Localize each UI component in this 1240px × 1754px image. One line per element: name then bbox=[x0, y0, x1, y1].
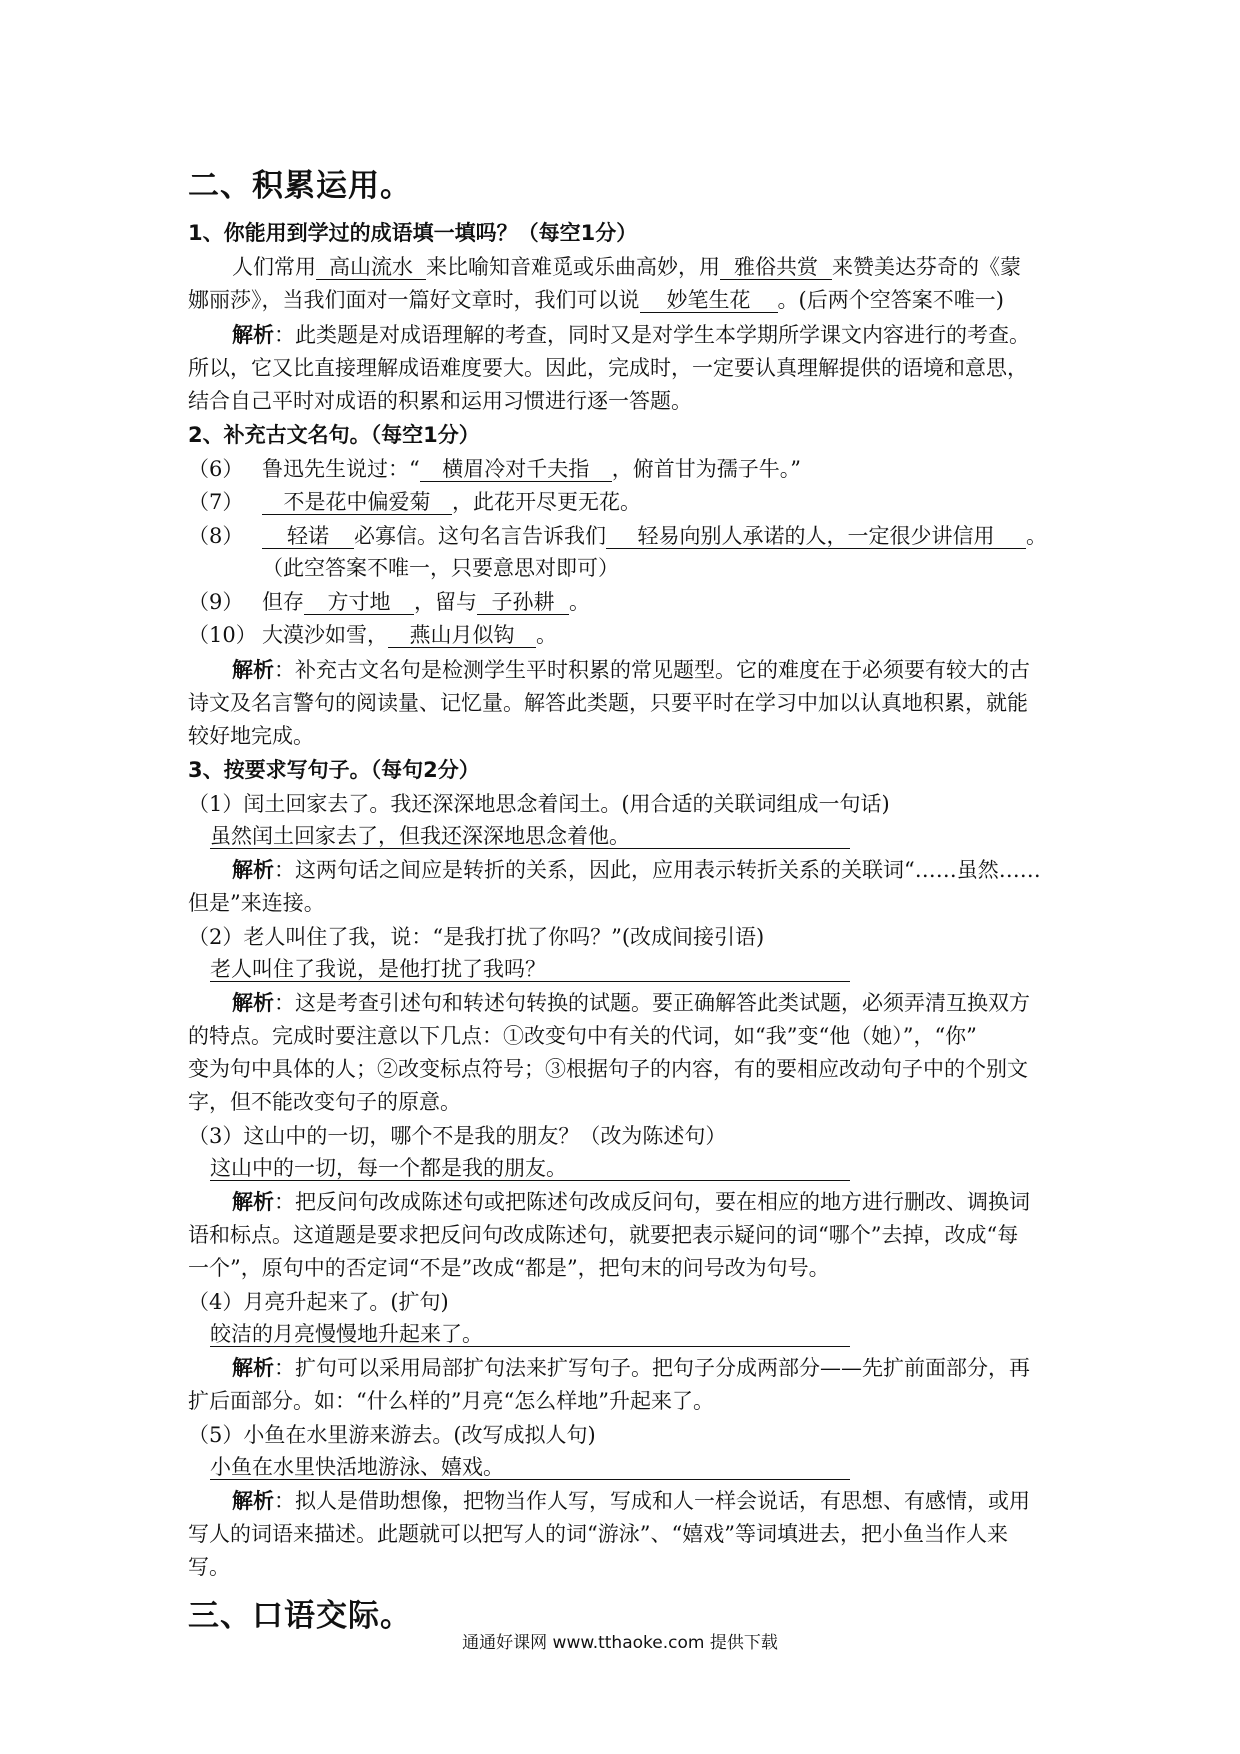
explanation-text: ：此类题是对成语理解的考查，同时又是对学生本学期所学课文内容进行的考查。 bbox=[274, 323, 1030, 347]
q1-explanation bbox=[232, 321, 1030, 349]
q2-text: 必寡信。这句名言告诉我们 bbox=[354, 524, 606, 548]
q1-answer-3: 妙笔生花 bbox=[640, 288, 778, 313]
q3-part-3-explanation bbox=[232, 1188, 1030, 1216]
q1-text: 来赞美达芬奇的《蒙 bbox=[832, 255, 1021, 279]
explanation-label: 解析 bbox=[232, 1488, 274, 1513]
q1-answer-2: 雅俗共赏 bbox=[720, 255, 832, 280]
q2-text: ，留与 bbox=[414, 590, 477, 614]
q2-text: ，此花开尽更无花。 bbox=[452, 490, 641, 514]
q2-answer-8b: 轻易向别人承诺的人，一定很少讲信用 bbox=[606, 524, 1026, 549]
q1-explanation-2: 所以，它又比直接理解成语难度要大。因此，完成时，一定要认真理解提供的语境和意思， bbox=[188, 356, 1028, 380]
q2-item-8-note: （此空答案不唯一，只要意思对即可） bbox=[262, 556, 619, 580]
q2-answer-8: 轻诺 bbox=[262, 524, 354, 549]
answer-underline bbox=[210, 848, 850, 849]
q3-part-2-explanation-2: 的特点。完成时要注意以下几点：①改变句中有关的代词，如“我”变“他（她）”，“你” bbox=[188, 1024, 977, 1048]
q3-part-5-explanation-3: 写。 bbox=[188, 1555, 230, 1579]
section-3-title: 三、口语交际。 bbox=[188, 1598, 412, 1634]
explanation-label: 解析 bbox=[232, 857, 274, 882]
q2-heading: 2、补充古文名句。（每空1分） bbox=[188, 423, 480, 447]
q2-item-8-num: （8） bbox=[188, 524, 244, 548]
q1-heading: 1、你能用到学过的成语填一填吗？（每空1分） bbox=[188, 221, 638, 245]
answer-underline bbox=[210, 1479, 850, 1480]
q3-part-2-answer: 老人叫住了我说，是他打扰了我吗？ bbox=[210, 957, 546, 981]
q2-text: 但存 bbox=[262, 590, 304, 614]
q3-part-5-answer: 小鱼在水里快活地游泳、嬉戏。 bbox=[210, 1455, 504, 1479]
q3-part-4-explanation bbox=[232, 1354, 1030, 1382]
q3-part-2-question: （2）老人叫住了我，说：“是我打扰了你吗？”(改成间接引语) bbox=[188, 925, 765, 949]
explanation-text: ：拟人是借助想像，把物当作人写，写成和人一样会说话，有思想、有感情，或用 bbox=[274, 1489, 1030, 1513]
explanation-text: ：扩句可以采用局部扩句法来扩写句子。把句子分成两部分——先扩前面部分，再 bbox=[274, 1356, 1030, 1380]
q2-item-7-num: （7） bbox=[188, 490, 244, 514]
q2-explanation-3: 较好地完成。 bbox=[188, 724, 314, 748]
q2-answer-10: 燕山月似钩 bbox=[388, 623, 536, 648]
q2-text: ，俯首甘为孺子牛。” bbox=[611, 457, 801, 481]
q3-part-2-explanation bbox=[232, 989, 1030, 1017]
section-2-title: 二、积累运用。 bbox=[188, 168, 412, 204]
q3-part-3-explanation-2: 语和标点。这道题是要求把反问句改成陈述句，就要把表示疑问的词“哪个”去掉，改成“每 bbox=[188, 1223, 1019, 1247]
q3-part-4-answer: 皎洁的月亮慢慢地升起来了。 bbox=[210, 1322, 483, 1346]
q3-part-1-question: （1）闰土回家去了。我还深深地思念着闰土。(用合适的关联词组成一句话) bbox=[188, 792, 890, 816]
q2-item-10 bbox=[262, 621, 557, 649]
q3-part-2-explanation-4: 字，但不能改变句子的原意。 bbox=[188, 1090, 461, 1114]
explanation-text: ：这是考查引述句和转述句转换的试题。要正确解答此类试题，必须弄清互换双方 bbox=[274, 991, 1030, 1015]
q3-heading: 3、按要求写句子。（每句2分） bbox=[188, 758, 480, 782]
q1-text: 。(后两个空答案不唯一) bbox=[777, 288, 1004, 312]
q3-part-2-explanation-3: 变为句中具体的人；②改变标点符号；③根据句子的内容，有的要相应改动句子中的个别文 bbox=[188, 1057, 1028, 1081]
explanation-label: 解析 bbox=[232, 1355, 274, 1380]
q2-item-9-num: （9） bbox=[188, 590, 244, 614]
explanation-text: ：把反问句改成陈述句或把陈述句改成反问句，要在相应的地方进行删改、调换词 bbox=[274, 1190, 1030, 1214]
q1-text: 人们常用 bbox=[232, 255, 316, 279]
q2-item-6-num: （6） bbox=[188, 457, 244, 481]
q2-text: 。 bbox=[569, 590, 590, 614]
q3-part-1-explanation-2: 但是”来连接。 bbox=[188, 891, 325, 915]
q3-part-5-explanation bbox=[232, 1487, 1030, 1515]
q3-part-3-explanation-3: 一个”，原句中的否定词“不是”改成“都是”，把句末的问号改为句号。 bbox=[188, 1256, 830, 1280]
explanation-label: 解析 bbox=[232, 1189, 274, 1214]
q2-text: 鲁迅先生说过：“ bbox=[262, 457, 420, 481]
answer-underline bbox=[210, 1180, 850, 1181]
q2-answer-9a: 方寸地 bbox=[304, 590, 414, 615]
answer-underline bbox=[210, 1346, 850, 1347]
q1-line-1 bbox=[232, 253, 1021, 281]
q3-part-5-explanation-2: 写人的词语来描述。此题就可以把写人的词“游泳”、“嬉戏”等词填进去，把小鱼当作人来 bbox=[188, 1522, 1008, 1546]
q3-part-4-question: （4）月亮升起来了。(扩句) bbox=[188, 1290, 449, 1314]
q2-text: 大漠沙如雪， bbox=[262, 623, 388, 647]
explanation-text: ：补充古文名句是检测学生平时积累的常见题型。它的难度在于必须要有较大的古 bbox=[274, 658, 1030, 682]
page-footer: 通通好课网 www.tthaoke.com 提供下载 bbox=[462, 1633, 778, 1653]
q2-text: 。 bbox=[536, 623, 557, 647]
answer-underline bbox=[210, 981, 850, 982]
q3-part-1-explanation bbox=[232, 856, 1041, 884]
explanation-label: 解析 bbox=[232, 322, 274, 347]
q2-explanation-2: 诗文及名言警句的阅读量、记忆量。解答此类题，只要平时在学习中加以认真地积累，就能 bbox=[188, 691, 1028, 715]
q2-item-10-num: （10） bbox=[188, 623, 257, 647]
explanation-text: ：这两句话之间应是转折的关系，因此，应用表示转折关系的关联词“……虽然…… bbox=[274, 858, 1041, 882]
q2-text: 。 bbox=[1026, 524, 1047, 548]
q2-answer-6: 横眉冷对千夫指 bbox=[420, 457, 612, 482]
q2-answer-9b: 子孙耕 bbox=[477, 590, 569, 615]
q2-item-6 bbox=[262, 455, 801, 483]
q3-part-3-answer: 这山中的一切，每一个都是我的朋友。 bbox=[210, 1156, 567, 1180]
q1-text: 来比喻知音难觅或乐曲高妙，用 bbox=[426, 255, 720, 279]
q2-item-8 bbox=[262, 522, 1047, 550]
explanation-label: 解析 bbox=[232, 990, 274, 1015]
q2-answer-7: 不是花中偏爱菊 bbox=[262, 490, 452, 515]
q3-part-3-question: （3）这山中的一切，哪个不是我的朋友？（改为陈述句） bbox=[188, 1124, 727, 1148]
q2-explanation bbox=[232, 656, 1030, 684]
q1-answer-1: 高山流水 bbox=[316, 255, 426, 280]
q1-line-2 bbox=[188, 286, 1004, 314]
q2-item-9 bbox=[262, 588, 590, 616]
q3-part-5-question: （5）小鱼在水里游来游去。(改写成拟人句) bbox=[188, 1423, 596, 1447]
q3-part-4-explanation-2: 扩后面部分。如：“什么样的”月亮“怎么样地”升起来了。 bbox=[188, 1389, 714, 1413]
q2-item-7 bbox=[262, 488, 641, 516]
q3-part-1-answer: 虽然闰土回家去了，但我还深深地思念着他。 bbox=[210, 824, 630, 848]
explanation-label: 解析 bbox=[232, 657, 274, 682]
q1-explanation-3: 结合自己平时对成语的积累和运用习惯进行逐一答题。 bbox=[188, 389, 692, 413]
q1-text: 娜丽莎》，当我们面对一篇好文章时，我们可以说 bbox=[188, 288, 640, 312]
